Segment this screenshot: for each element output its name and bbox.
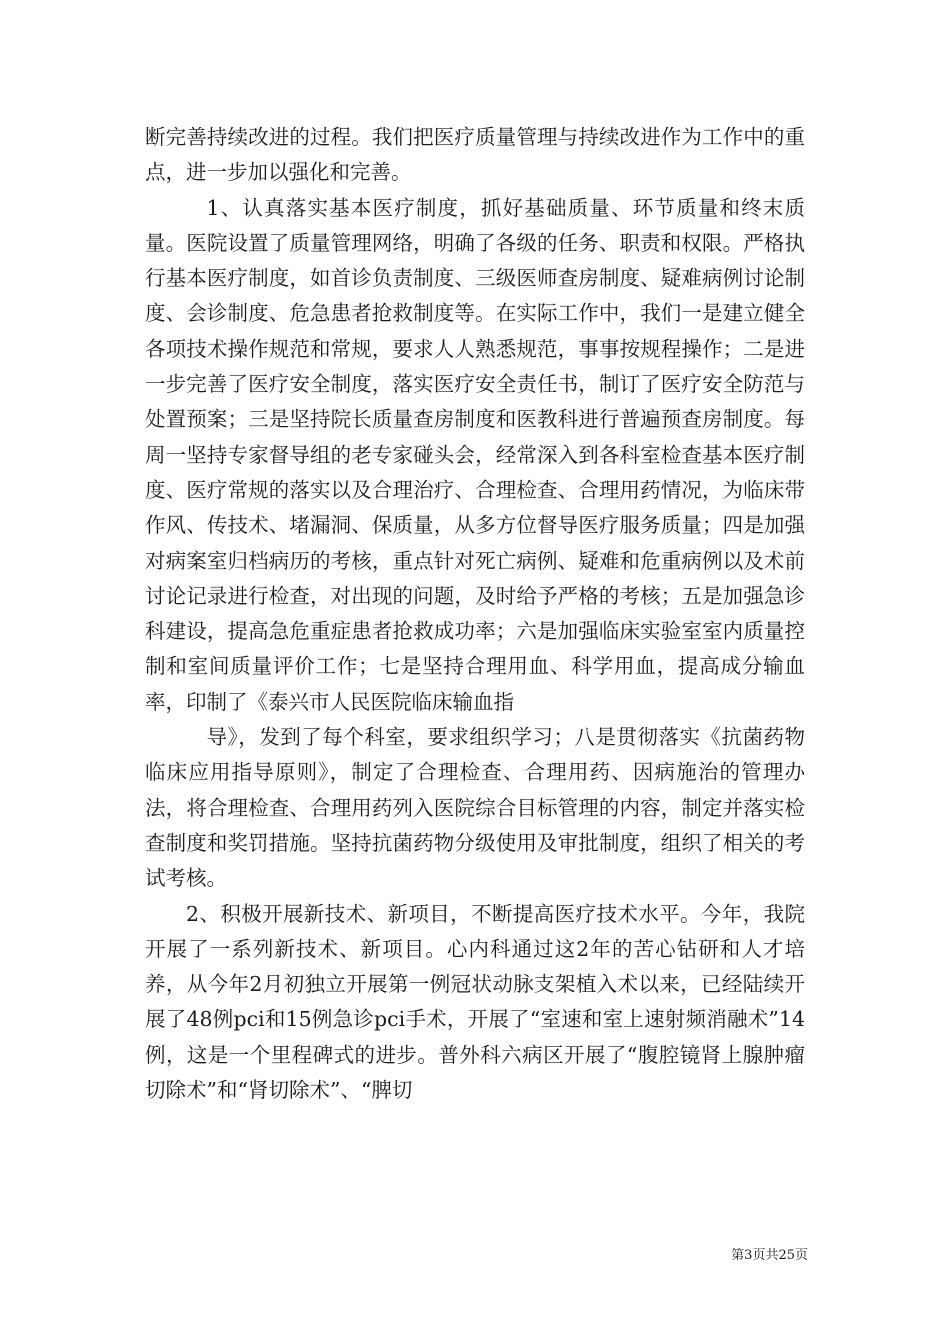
paragraph-1: 断完善持续改进的过程。我们把医疗质量管理与持续改进作为工作中的重点，进一步加以强化和完善。 bbox=[145, 125, 805, 185]
paragraph-4: 2、积极开展新技术、新项目，不断提高医疗技术水平。今年，我院开展了一系列新技术、新项目。心内科通过这2年的苦心钻研和人才培养，从今年2月初独立开展第一例冠状动脉支架植入术以来，已经陆续开展了48例pci和15例急诊pci手术，开展了“室速和室上速射频消融术”14例，这是一个里程碑式的进步。普外科六病区开展了“腹腔镜肾上腺肿瘤切除术”和“肾切除术”、“脾切 bbox=[145, 901, 805, 1103]
page-number: 第3页共25页 bbox=[731, 1248, 808, 1263]
body-text bbox=[145, 120, 805, 1108]
paragraph-2: 1、认真落实基本医疗制度，抓好基础质量、环节质量和终末质量。医院设置了质量管理网络，明确了各级的任务、职责和权限。严格执行基本医疗制度，如首诊负责制度、三级医师查房制度、疑难病例讨论制度、会诊制度、危急患者抢救制度等。在实际工作中，我们一是建立健全各项技术操作规范和常规，要求人人熟悉规范，事事按规程操作；二是进一步完善了医疗安全制度，落实医疗安全责任书，制订了医疗安全防范与处置预案；三是坚持院长质量查房制度和医教科进行普遍预查房制度。每周一坚持专家督导组的老专家碰头会，经常深入到各科室检查基本医疗制度、医疗常规的落实以及合理治疗、合理检查、合理用药情况，为临床带作风、传技术、堵漏洞、保质量，从多方位督导医疗服务质量；四是加强对病案室归档病历的考核，重点针对死亡病例、疑难和危重病例以及术前讨论记录进行检查，对出现的问题，及时给予严格的考核；五是加强急诊科建设，提高急危重症患者抢救成功率；六是加强临床实验室室内质量控制和室间质量评价工作；七是坚持合理用血、科学用血，提高成分输血率，印制了《泰兴市人民医院临床输血指 bbox=[145, 195, 805, 714]
paragraph-3: 导》，发到了每个科室，要求组织学习；八是贯彻落实《抗菌药物临床应用指导原则》，制定了合理检查、合理用药、因病施治的管理办法，将合理检查、合理用药列入医院综合目标管理的内容，制定并落实检查制度和奖罚措施。坚持抗菌药物分级使用及审批制度，组织了相关的考试考核。 bbox=[145, 725, 805, 891]
